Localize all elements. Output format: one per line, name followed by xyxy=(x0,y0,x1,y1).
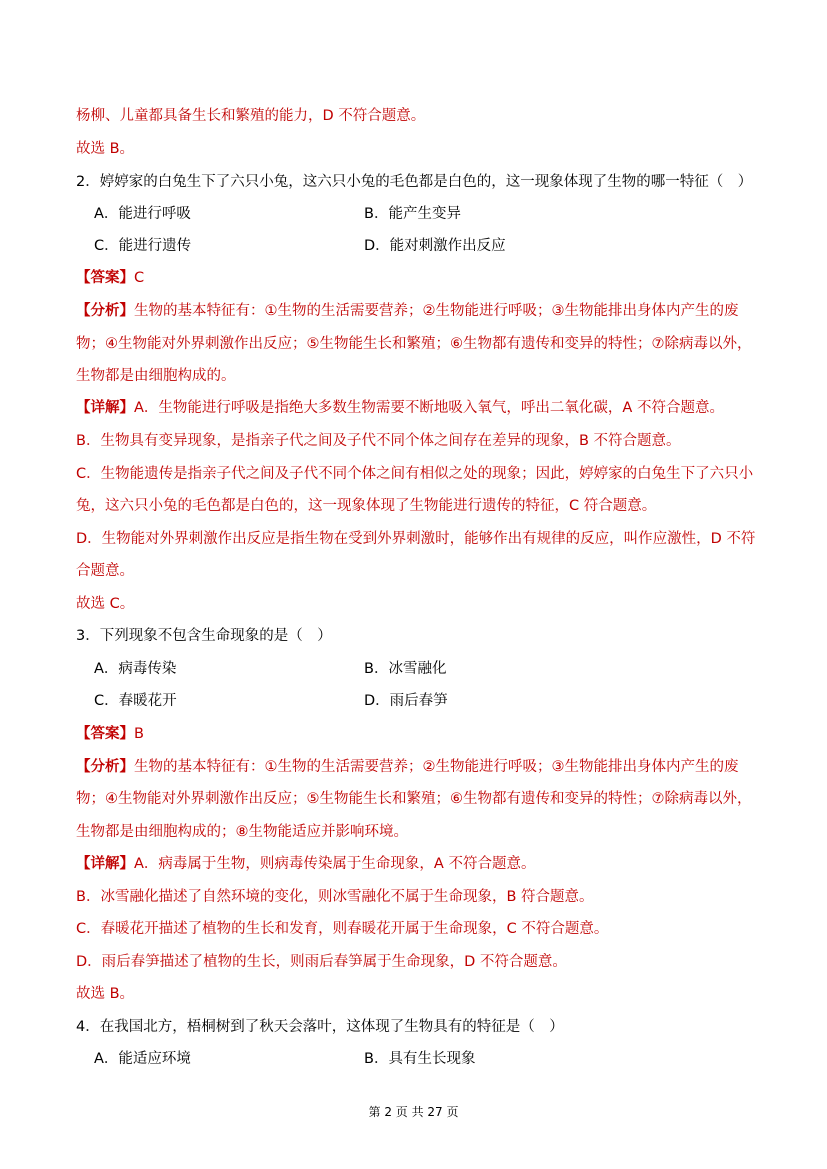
q2-detail-6: 合题意。 xyxy=(76,563,134,579)
q3-detail-2: B．冰雪融化描述了自然环境的变化，则冰雪融化不属于生命现象，B 符合题意。 xyxy=(76,889,594,905)
q2-option-b: B．能产生变异 xyxy=(364,206,461,222)
q3-option-b: B．冰雪融化 xyxy=(364,661,447,677)
q4-option-a: A．能适应环境 xyxy=(94,1051,191,1067)
analysis-tag: 【分析】 xyxy=(76,759,134,775)
answer-tag: 【答案】 xyxy=(76,726,134,742)
q3-detail-3: C．春暖花开描述了植物的生长和发育，则春暖花开属于生命现象，C 不符合题意。 xyxy=(76,921,609,937)
q2-detail-3: C．生物能遗传是指亲子代之间及子代不同个体之间有相似之处的现象；因此，婷婷家的白兔生下了六只小 xyxy=(76,466,754,482)
q2-option-a: A．能进行呼吸 xyxy=(94,206,191,222)
q2-option-d: D．能对刺激作出反应 xyxy=(364,238,506,254)
question-4-stem: 4．在我国北方，梧桐树到了秋天会落叶，这体现了生物具有的特征是（ ） xyxy=(76,1019,564,1035)
detail-tag: 【详解】 xyxy=(76,400,134,416)
q3-analysis-3: 生物都是由细胞构成的；⑧生物能适应并影响环境。 xyxy=(76,824,408,840)
q2-analysis-2: 物；④生物能对外界刺激作出反应；⑤生物能生长和繁殖；⑥生物都有遗传和变异的特性；⑦除病毒以外， xyxy=(76,336,752,352)
q4-option-b: B．具有生长现象 xyxy=(364,1051,476,1067)
q3-analysis-1: 【分析】生物的基本特征有：①生物的生活需要营养；②生物能进行呼吸；③生物能排出身体内产生的废 xyxy=(76,759,739,775)
page-footer: 第 2 页 共 27 页 xyxy=(368,1105,459,1119)
q2-detail-2: B．生物具有变异现象，是指亲子代之间及子代不同个体之间存在差异的现象，B 不符合题意。 xyxy=(76,433,681,449)
q2-detail-1: 【详解】A．生物能进行呼吸是指绝大多数生物需要不断地吸入氧气，呼出二氧化碳，A 不符合题意。 xyxy=(76,400,724,416)
q3-choice: 故选 B。 xyxy=(76,986,135,1002)
question-3-stem: 3．下列现象不包含生命现象的是（ ） xyxy=(76,628,332,644)
q3-option-c: C．春暖花开 xyxy=(94,693,177,709)
question-2-stem: 2．婷婷家的白兔生下了六只小兔，这六只小兔的毛色都是白色的，这一现象体现了生物的哪一特征（ ） xyxy=(76,174,753,190)
q2-analysis-1: 【分析】生物的基本特征有：①生物的生活需要营养；②生物能进行呼吸；③生物能排出身体内产生的废 xyxy=(76,303,739,319)
q3-option-d: D．雨后春笋 xyxy=(364,693,448,709)
q2-detail-5: D．生物能对外界刺激作出反应是指生物在受到外界刺激时，能够作出有规律的反应，叫作应激性，D 不符 xyxy=(76,531,756,547)
q3-analysis-2: 物；④生物能对外界刺激作出反应；⑤生物能生长和繁殖；⑥生物都有遗传和变异的特性；⑦除病毒以外， xyxy=(76,791,752,807)
q3-detail-4: D．雨后春笋描述了植物的生长，则雨后春笋属于生命现象，D 不符合题意。 xyxy=(76,954,567,970)
q2-analysis-3: 生物都是由细胞构成的。 xyxy=(76,368,236,384)
detail-tag: 【详解】 xyxy=(76,856,134,872)
q3-answer: 【答案】B xyxy=(76,726,144,742)
q2-answer: 【答案】C xyxy=(76,270,145,286)
q2-option-c: C．能进行遗传 xyxy=(94,238,192,254)
line-1: 杨柳、儿童都具备生长和繁殖的能力，D 不符合题意。 xyxy=(76,108,426,124)
q3-option-a: A．病毒传染 xyxy=(94,661,177,677)
analysis-tag: 【分析】 xyxy=(76,303,134,319)
line-2: 故选 B。 xyxy=(76,141,135,157)
q2-choice: 故选 C。 xyxy=(76,596,135,612)
q3-detail-1: 【详解】A．病毒属于生物，则病毒传染属于生命现象，A 不符合题意。 xyxy=(76,856,536,872)
answer-tag: 【答案】 xyxy=(76,270,134,286)
q2-detail-4: 兔，这六只小兔的毛色都是白色的，这一现象体现了生物能进行遗传的特征，C 符合题意。 xyxy=(76,498,657,514)
